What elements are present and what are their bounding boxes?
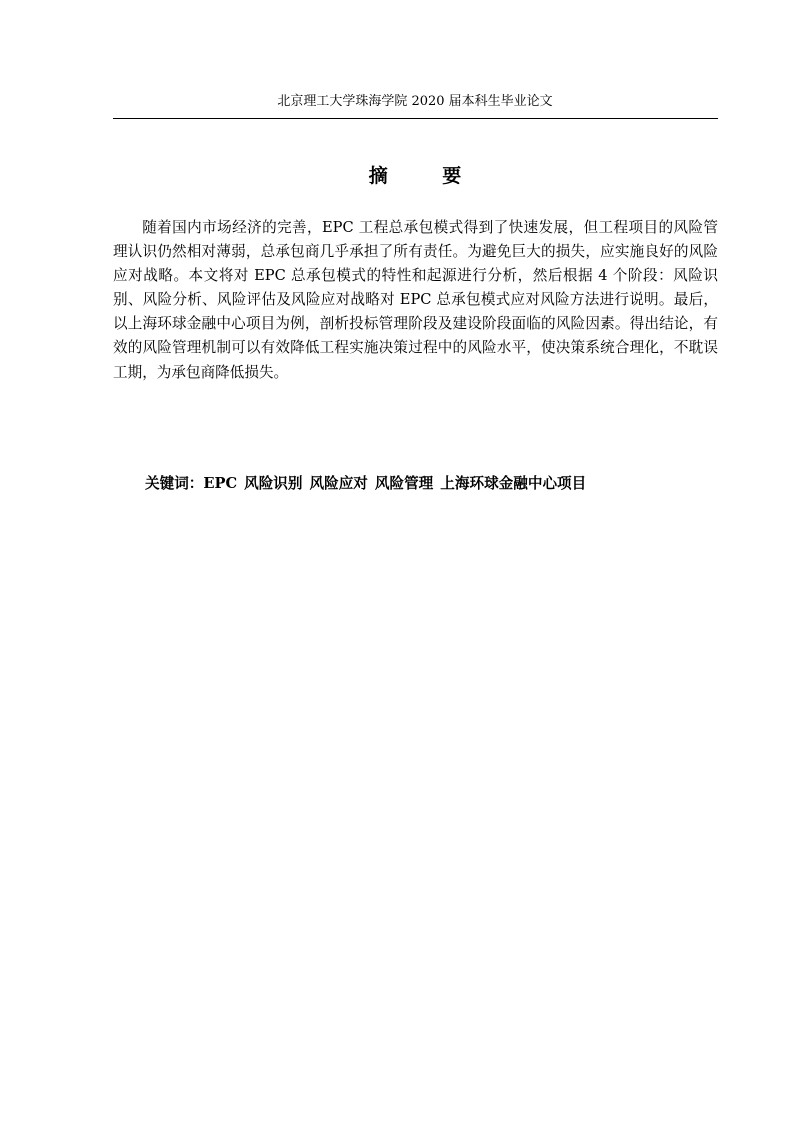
keyword-item: 风险应对: [309, 475, 368, 492]
header-divider: [113, 118, 718, 119]
keyword-item: 上海环球金融中心项目: [440, 475, 587, 492]
keywords-label: 关键词：: [145, 475, 204, 492]
keyword-item: 风险管理: [374, 475, 434, 492]
abstract-title: 摘 要: [368, 165, 486, 187]
abstract-body: 随着国内市场经济的完善，EPC 工程总承包模式得到了快速发展，但工程项目的风险管理认识仍然相对薄弱，总承包商几乎承担了所有责任。为避免巨大的损失，应实施良好的风险应对战略。本文将对 EPC 总承包模式的特性和起源进行分析，然后根据 4 个阶段：风险识别、风险分析、风险评估及风险应对战略对 EPC 总承包模式应对风险方法进行说明。最后，以上海环球金融中心项目为例，剖析投标管理阶段及建设阶段面临的风险因素。得出结论，有效的风险管理机制可以有效降低工程实施决策过程中的风险水平，使决策系统合理化，不耽误工期，为承包商降低损失。: [113, 219, 718, 381]
keywords-line: [145, 473, 718, 495]
keyword-item: 风险识别: [244, 475, 303, 492]
page-header: 北京理工大学珠海学院 2020 届本科生毕业论文: [277, 94, 553, 109]
keyword-item: EPC: [203, 475, 238, 492]
